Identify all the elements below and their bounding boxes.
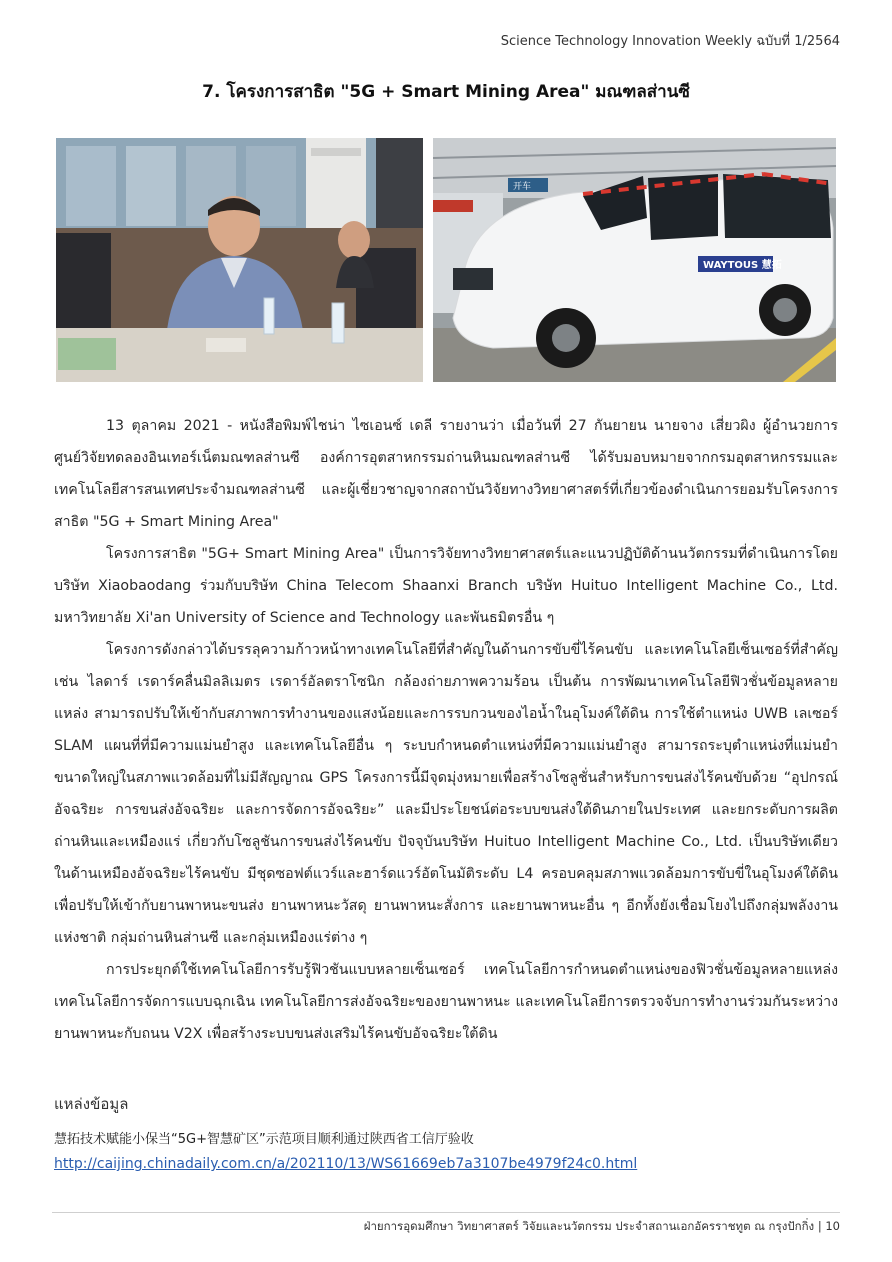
source-heading: แหล่งข้อมูล <box>54 1095 129 1113</box>
footer-separator: | <box>817 1219 826 1233</box>
page-number: 10 <box>825 1219 840 1233</box>
footer-text: ฝ่ายการอุดมศึกษา วิทยาศาสตร์ วิจัยและนวัตกรรม ประจำสถานเอกอัครราชทูต ณ กรุงปักกิ่ง <box>363 1219 815 1233</box>
footer-divider <box>52 1212 840 1213</box>
meeting-photo <box>56 138 423 382</box>
autonomous-van-photo <box>433 138 836 382</box>
source-reference: 慧拓技术赋能小保当“5G+智慧矿区”示范项目顺利通过陕西省工信厅验收 <box>54 1132 474 1147</box>
source-link[interactable]: http://caijing.chinadaily.com.cn/a/202110/13/WS61669eb7a3107be4979f24c0.html <box>54 1156 638 1172</box>
paragraph-3: โครงการดังกล่าวได้บรรลุความก้าวหน้าทางเทคโนโลยีที่สำคัญในด้านการขับขี่ไร้คนขับ และเทคโนโลยีเซ็นเซอร์ที่สำคัญ เช่น ไลดาร์ เรดาร์คลื่นมิลลิเมตร เรดาร์อัลตราโซนิก กล้องถ่ายภาพความร้อน เป็นต้น การพัฒนาเทคโนโลยีฟิวชั่นข้อมูลหลายแหล่ง สามารถปรับให้เข้ากับสภาพการทำงานของแสงน้อยและการรบกวนของไอน้ำในอุโมงค์ใต้ดิน การใช้ตำแหน่ง UWB เลเซอร์ SLAM แผนที่ที่มีความแม่นยำสูง และเทคโนโลยีอื่น ๆ ระบบกำหนดตำแหน่งที่มีความแม่นยำสูง สามารถระบุตำแหน่งที่แม่นยำขนาดใหญ่ในสภาพแวดล้อมที่ไม่มีสัญญาณ GPS โครงการนี้มีจุดมุ่งหมายเพื่อสร้างโซลูชั่นสำหรับการขนส่งไร้คนขับด้วย “อุปกรณ์อัจฉริยะ การขนส่งอัจฉริยะ และการจัดการอัจฉริยะ” และมีประโยชน์ต่อระบบขนส่งใต้ดินภายในประเทศ และยกระดับการผลิตถ่านหินและเหมืองแร่ เกี่ยวกับโซลูชันการขนส่งไร้คนขับ ปัจจุบันบริษัท Huituo Intelligent Machine Co., Ltd. เป็นบริษัทเดียวในด้านเหมืองอัจฉริยะไร้คนขับ มีชุดซอฟต์แวร์และฮาร์ดแวร์อัตโนมัติระดับ L4 ครอบคลุมสภาพแวดล้อมการขับขี่ในอุโมงค์ใต้ดิน เพื่อปรับให้เข้ากับยานพาหนะขนส่ง ยานพาหนะวัสดุ ยานพาหนะสั่งการ และยานพาหนะอื่น ๆ อีกทั้งยังเชื่อมโยงไปถึงกลุ่มพลังงานแห่งชาติ กลุ่มถ่านหินส่านซี และกลุ่มเหมืองแร่ต่าง ๆ <box>54 642 838 946</box>
page-footer <box>364 1218 840 1236</box>
paragraph-1: 13 ตุลาคม 2021 - หนังสือพิมพ์ไชน่า ไซเอนซ์ เดลี รายงานว่า เมื่อวันที่ 27 กันยายน นายจาง เสี่ยวผิง ผู้อำนวยการศูนย์วิจัยทดลองอินเทอร์เน็ตมณฑลส่านซี องค์การอุตสาหกรรมถ่านหินมณฑลส่านซี ได้รับมอบหมายจากกรมอุตสาหกรรมและเทคโนโลยีสารสนเทศประจำมณฑลส่านซี และผู้เชี่ยวชาญจากสถาบันวิจัยทางวิทยาศาสตร์ที่เกี่ยวข้องดำเนินการยอมรับโครงการสาธิต "5G + Smart Mining Area" <box>54 418 838 530</box>
page-header: Science Technology Innovation Weekly ฉบับที่ 1/2564 <box>500 34 840 49</box>
paragraph-4: การประยุกต์ใช้เทคโนโลยีการรับรู้ฟิวชันแบบหลายเซ็นเซอร์ เทคโนโลยีการกำหนดตำแหน่งของฟิวชั่นข้อมูลหลายแหล่ง เทคโนโลยีการจัดการแบบฉุกเฉิน เทคโนโลยีการส่งอัจฉริยะของยานพาหนะ และเทคโนโลยีการตรวจจับการทำงานร่วมกันระหว่างยานพาหนะกับถนน V2X เพื่อสร้างระบบขนส่งเสริมไร้คนขับอัจฉริยะใต้ดิน <box>54 962 838 1042</box>
section-title: 7. โครงการสาธิต "5G + Smart Mining Area" มณฑลส่านซี <box>202 82 690 102</box>
paragraph-2: โครงการสาธิต "5G+ Smart Mining Area" เป็นการวิจัยทางวิทยาศาสตร์และแนวปฏิบัติด้านนวัตกรรมที่ดำเนินการโดยบริษัท Xiaobaodang ร่วมกับบริษัท China Telecom Shaanxi Branch บริษัท Huituo Intelligent Machine Co., Ltd. มหาวิทยาลัย Xi'an University of Science and Technology และพันธมิตรอื่น ๆ <box>54 546 838 626</box>
sign-text: 开车 <box>513 182 532 192</box>
van-logo-text: WAYTOUS 慧拓 <box>703 260 782 271</box>
article-body <box>54 410 838 1050</box>
